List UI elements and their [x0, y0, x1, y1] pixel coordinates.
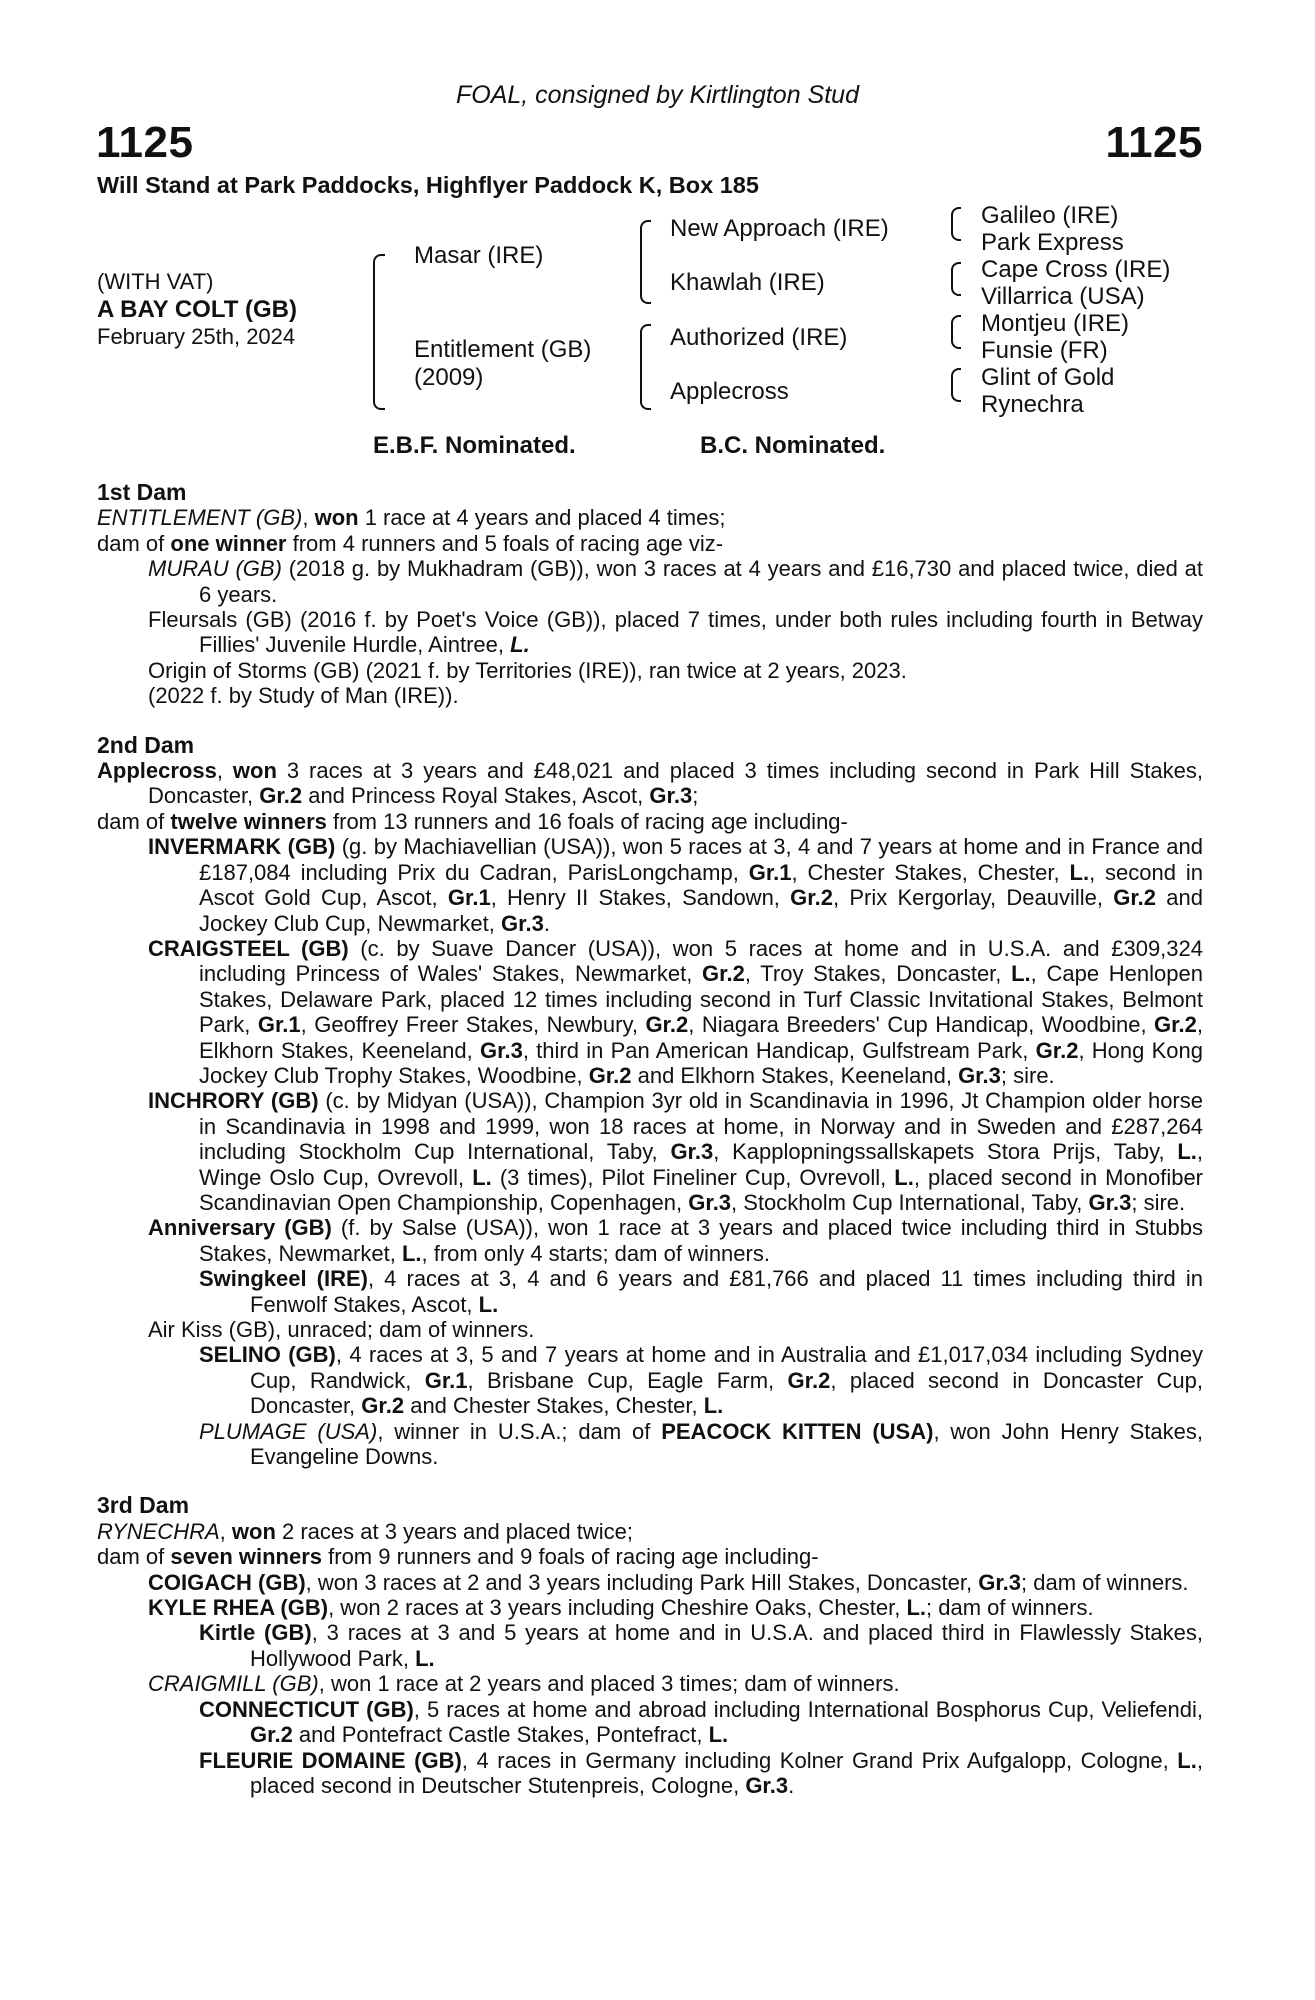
- first-dam-line: ENTITLEMENT (GB), won 1 race at 4 years and placed 4 times;: [97, 505, 726, 531]
- pedigree-brace-dam: [640, 324, 651, 410]
- produce-invermark: INVERMARK (GB) (g. by Machiavellian (USA)), won 5 races at 3, 4 and 7 years at home and in France and £187,084 including Prix du Cadran, ParisLongchamp, Gr.1, Chester Stakes, Chester, L., second in Ascot Gold Cup, Ascot, Gr.1, Henry II Stakes, Sandown, Gr.2, Prix Kergorlay, Deauville, Gr.2 and Jockey Club Cup, Newmarket, Gr.3.: [148, 834, 1203, 936]
- pedigree-gg-8: Rynechra: [981, 391, 1084, 418]
- pedigree-sire-dam: Khawlah (IRE): [670, 269, 825, 296]
- produce-anniversary: Anniversary (GB) (f. by Salse (USA)), won 1 race at 3 years and placed twice including third in Stubbs Stakes, Newmarket, L., from only 4 starts; dam of winners.: [148, 1215, 1203, 1266]
- produce-coigach: COIGACH (GB), won 3 races at 2 and 3 years including Park Hill Stakes, Doncaster, Gr.3; dam of winners.: [148, 1569, 1189, 1595]
- catalogue-body: [97, 480, 1203, 1798]
- third-dam-produce-summary: dam of seven winners from 9 runners and 9 foals of racing age including-: [97, 1544, 819, 1570]
- pedigree-dam-dam: Applecross: [670, 378, 789, 405]
- second-dam-line: Applecross, won 3 races at 3 years and £48,021 and placed 3 times including second in Park Hill Stakes, Doncaster, Gr.2 and Princess Royal Stakes, Ascot, Gr.3;: [97, 758, 1203, 809]
- pedigree-dam: Entitlement (GB): [414, 336, 592, 363]
- produce-fleurie-domaine: FLEURIE DOMAINE (GB), 4 races in Germany including Kolner Grand Prix Aufgalopp, Cologne, L., placed second in Deutscher Stutenpreis, Cologne, Gr.3.: [199, 1747, 1203, 1798]
- pedigree-gg-4: Villarrica (USA): [981, 283, 1145, 310]
- produce-craigmill: CRAIGMILL (GB), won 1 race at 2 years and placed 3 times; dam of winners.: [148, 1671, 900, 1697]
- pedigree-brace-sire: [640, 220, 651, 304]
- second-dam-produce-summary: dam of twelve winners from 13 runners and 16 foals of racing age including-: [97, 808, 848, 834]
- lot-title: A BAY COLT (GB): [97, 296, 298, 323]
- produce-connecticut: CONNECTICUT (GB), 5 races at home and abroad including International Bosphorus Cup, Veliefendi, Gr.2 and Pontefract Castle Stakes, Pontefract, L.: [199, 1696, 1203, 1748]
- pedigree-brace-g4: [951, 368, 961, 402]
- third-dam-heading: 3rd Dam: [97, 1492, 190, 1519]
- pedigree-brace-main: [373, 254, 385, 410]
- third-dam-line: RYNECHRA, won 2 races at 3 years and placed twice;: [97, 1518, 633, 1544]
- pedigree-brace-g2: [951, 262, 961, 296]
- produce-selino: SELINO (GB), 4 races at 3, 5 and 7 years at home and in Australia and £1,017,034 including Sydney Cup, Randwick, Gr.1, Brisbane Cup, Eagle Farm, Gr.2, placed second in Doncaster Cup, Doncaster, Gr.2 and Chester Stakes, Chester, L.: [199, 1342, 1203, 1419]
- first-dam-heading: 1st Dam: [97, 479, 187, 505]
- produce-fleursals: Fleursals (GB) (2016 f. by Poet's Voice (GB)), placed 7 times, under both rules including fourth in Betway Fillies' Juvenile Hurdle, Aintree, L.: [148, 607, 1203, 658]
- produce-kirtle: Kirtle (GB), 3 races at 3 and 5 years at home and in U.S.A. and placed third in Flawlessly Stakes, Hollywood Park, L.: [199, 1620, 1204, 1671]
- pedigree-sire: Masar (IRE): [414, 242, 544, 269]
- lot-number-left: 1125: [96, 118, 194, 167]
- produce-murau: MURAU (GB) (2018 g. by Mukhadram (GB)), won 3 races at 4 years and £16,730 and placed twice, died at 6 years.: [148, 556, 1204, 607]
- produce-air-kiss: Air Kiss (GB), unraced; dam of winners.: [148, 1317, 535, 1342]
- first-dam-produce-summary: dam of one winner from 4 runners and 5 foals of racing age viz-: [97, 530, 724, 556]
- pedigree-dam-year: (2009): [414, 364, 484, 391]
- foaling-date: February 25th, 2024: [97, 324, 296, 349]
- pedigree-brace-g3: [951, 315, 961, 349]
- produce-plumage: PLUMAGE (USA), winner in U.S.A.; dam of PEACOCK KITTEN (USA), won John Henry Stakes, Evangeline Downs.: [199, 1418, 1204, 1470]
- pedigree-brace-g1: [951, 207, 961, 241]
- second-dam-heading: 2nd Dam: [97, 731, 195, 758]
- bc-nominated: B.C. Nominated.: [700, 432, 886, 459]
- stand-location: Will Stand at Park Paddocks, Highflyer Paddock K, Box 185: [97, 172, 759, 198]
- produce-origin-of-storms: Origin of Storms (GB) (2021 f. by Territories (IRE)), ran twice at 2 years, 2023.: [148, 657, 907, 683]
- ebf-nominated: E.B.F. Nominated.: [373, 432, 576, 459]
- pedigree-gg-6: Funsie (FR): [981, 337, 1108, 364]
- consignment-line: FOAL, consigned by Kirtlington Stud: [455, 81, 859, 109]
- produce-inchrory: INCHRORY (GB) (c. by Midyan (USA)), Champion 3yr old in Scandinavia in 1996, Jt Champion older horse in Scandinavia in 1998 and 1999, won 18 races at home, in Norway and in Sweden and £287,264 including Stockholm Cup International, Taby, Gr.3, Kapplopningssallskapets Stora Prijs, Taby, L., Winge Oslo Cup, Ovrevoll, L. (3 times), Pilot Fineliner Cup, Ovrevoll, L., placed second in Monofiber Scandinavian Open Championship, Copenhagen, Gr.3, Stockholm Cup International, Taby, Gr.3; sire.: [148, 1088, 1204, 1215]
- pedigree-gg-1: Galileo (IRE): [981, 202, 1119, 229]
- pedigree-gg-2: Park Express: [981, 229, 1124, 256]
- produce-kyle-rhea: KYLE RHEA (GB), won 2 races at 3 years including Cheshire Oaks, Chester, L.; dam of winners.: [148, 1595, 1094, 1621]
- vat-note: (WITH VAT): [97, 269, 214, 294]
- pedigree-gg-5: Montjeu (IRE): [981, 310, 1130, 337]
- pedigree-dam-sire: Authorized (IRE): [670, 324, 848, 351]
- produce-swingkeel: Swingkeel (IRE), 4 races at 3, 4 and 6 years and £81,766 and placed 11 times including third in Fenwolf Stakes, Ascot, L.: [199, 1266, 1203, 1317]
- pedigree-gg-7: Glint of Gold: [981, 364, 1115, 391]
- pedigree-sire-sire: New Approach (IRE): [670, 215, 889, 242]
- pedigree-gg-3: Cape Cross (IRE): [981, 256, 1171, 283]
- lot-number-right: 1125: [1105, 118, 1203, 167]
- produce-craigsteel: CRAIGSTEEL (GB) (c. by Suave Dancer (USA)), won 5 races at home and in U.S.A. and £309,324 including Princess of Wales' Stakes, Newmarket, Gr.2, Troy Stakes, Doncaster, L., Cape Henlopen Stakes, Delaware Park, placed 12 times including second in Turf Classic Invitational Stakes, Belmont Park, Gr.1, Geoffrey Freer Stakes, Newbury, Gr.2, Niagara Breeders' Cup Handicap, Woodbine, Gr.2, Elkhorn Stakes, Keeneland, Gr.3, third in Pan American Handicap, Gulfstream Park, Gr.2, Hong Kong Jockey Club Trophy Stakes, Woodbine, Gr.2 and Elkhorn Stakes, Keeneland, Gr.3; sire.: [148, 935, 1204, 1088]
- produce-2022-filly: (2022 f. by Study of Man (IRE)).: [148, 683, 459, 709]
